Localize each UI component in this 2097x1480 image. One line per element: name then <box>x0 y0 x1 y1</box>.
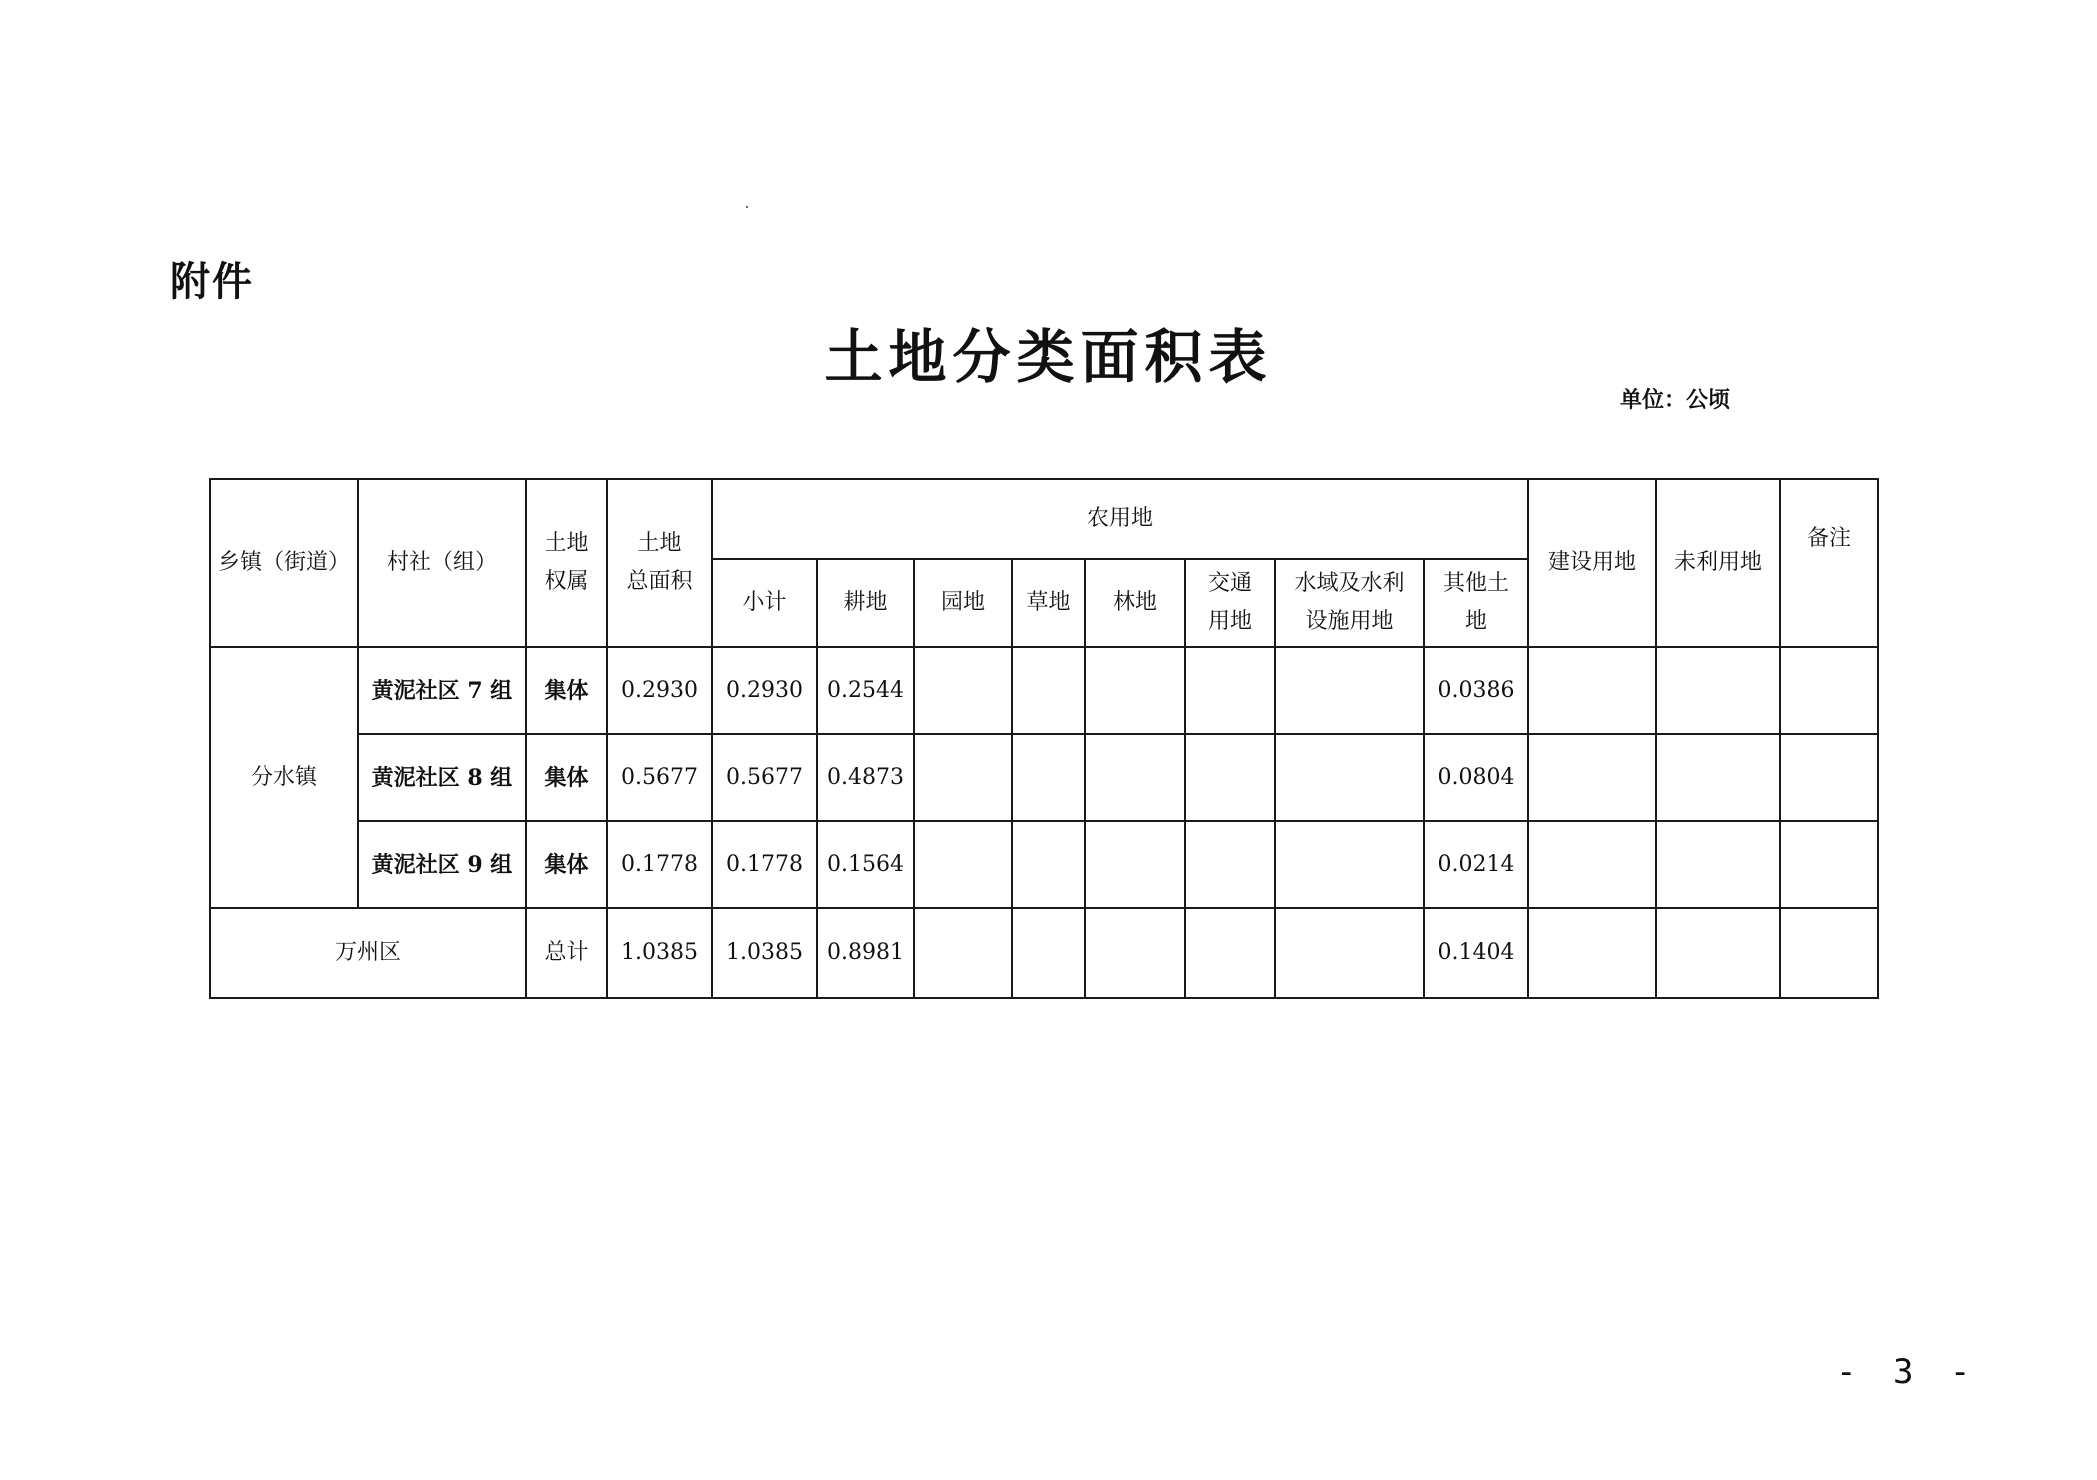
remarks-cell <box>1780 647 1878 734</box>
land-classification-table <box>209 478 1879 999</box>
grass-cell <box>1012 647 1085 734</box>
cultivated-cell: 0.4873 <box>817 734 914 821</box>
header-water: 水域及水利 设施用地 <box>1275 559 1424 647</box>
unused-cell <box>1656 908 1780 998</box>
water-cell <box>1275 821 1424 908</box>
garden-cell <box>914 908 1012 998</box>
page-title: 土地分类面积表 <box>824 323 1273 391</box>
ownership-cell: 集体 <box>526 734 607 821</box>
water-cell <box>1275 908 1424 998</box>
garden-cell <box>914 734 1012 821</box>
garden-cell <box>914 821 1012 908</box>
attachment-label: 附件 <box>170 259 254 305</box>
header-ownership: 土地 权属 <box>526 479 607 647</box>
header-other-land: 其他土 地 <box>1424 559 1528 647</box>
unused-cell <box>1656 734 1780 821</box>
transport-cell <box>1185 647 1275 734</box>
remarks-cell <box>1780 734 1878 821</box>
subtotal-cell: 0.1778 <box>712 821 817 908</box>
grass-cell <box>1012 908 1085 998</box>
forest-cell <box>1085 908 1185 998</box>
village-cell: 黄泥社区 8 组 <box>358 734 526 821</box>
ownership-cell: 集体 <box>526 821 607 908</box>
subtotal-cell: 0.5677 <box>712 734 817 821</box>
transport-cell <box>1185 908 1275 998</box>
header-forest: 林地 <box>1085 559 1185 647</box>
total-cell: 0.5677 <box>607 734 712 821</box>
forest-cell <box>1085 821 1185 908</box>
other-land-cell: 0.0214 <box>1424 821 1528 908</box>
header-row-1 <box>210 479 1878 559</box>
cultivated-cell: 0.1564 <box>817 821 914 908</box>
village-cell: 黄泥社区 9 组 <box>358 821 526 908</box>
table-row <box>210 821 1878 908</box>
header-garden: 园地 <box>914 559 1012 647</box>
remarks-cell <box>1780 908 1878 998</box>
forest-cell <box>1085 734 1185 821</box>
header-unused-land: 未利用地 <box>1656 479 1780 647</box>
unused-cell <box>1656 821 1780 908</box>
scan-dot <box>746 206 748 208</box>
garden-cell <box>914 647 1012 734</box>
header-village: 村社（组） <box>358 479 526 647</box>
total-cell: 0.1778 <box>607 821 712 908</box>
header-grass: 草地 <box>1012 559 1085 647</box>
total-cell: 0.2930 <box>607 647 712 734</box>
header-township: 乡镇（街道） <box>210 479 358 647</box>
forest-cell <box>1085 647 1185 734</box>
construction-cell <box>1528 734 1656 821</box>
subtotal-cell: 0.2930 <box>712 647 817 734</box>
water-cell <box>1275 647 1424 734</box>
other-land-cell: 0.0804 <box>1424 734 1528 821</box>
water-cell <box>1275 734 1424 821</box>
page-number: - 3 - <box>1836 1352 1979 1392</box>
unit-label: 单位：公顷 <box>1620 387 1731 413</box>
ownership-cell: 集体 <box>526 647 607 734</box>
table-row <box>210 647 1878 734</box>
header-agricultural-land: 农用地 <box>712 479 1528 559</box>
grass-cell <box>1012 734 1085 821</box>
header-total-area: 土地 总面积 <box>607 479 712 647</box>
table-row <box>210 734 1878 821</box>
total-region-cell: 万州区 <box>210 908 526 998</box>
header-transport: 交通 用地 <box>1185 559 1275 647</box>
header-construction-land: 建设用地 <box>1528 479 1656 647</box>
other-land-cell: 0.1404 <box>1424 908 1528 998</box>
township-cell: 分水镇 <box>210 647 358 908</box>
village-cell: 黄泥社区 7 组 <box>358 647 526 734</box>
header-subtotal: 小计 <box>712 559 817 647</box>
unused-cell <box>1656 647 1780 734</box>
other-land-cell: 0.0386 <box>1424 647 1528 734</box>
cultivated-cell: 0.2544 <box>817 647 914 734</box>
total-row <box>210 908 1878 998</box>
header-cultivated: 耕地 <box>817 559 914 647</box>
grass-cell <box>1012 821 1085 908</box>
construction-cell <box>1528 821 1656 908</box>
cultivated-cell: 0.8981 <box>817 908 914 998</box>
construction-cell <box>1528 908 1656 998</box>
transport-cell <box>1185 734 1275 821</box>
subtotal-cell: 1.0385 <box>712 908 817 998</box>
header-remarks: 备注 <box>1780 479 1878 647</box>
remarks-cell <box>1780 821 1878 908</box>
transport-cell <box>1185 821 1275 908</box>
ownership-cell: 总计 <box>526 908 607 998</box>
total-cell: 1.0385 <box>607 908 712 998</box>
construction-cell <box>1528 647 1656 734</box>
